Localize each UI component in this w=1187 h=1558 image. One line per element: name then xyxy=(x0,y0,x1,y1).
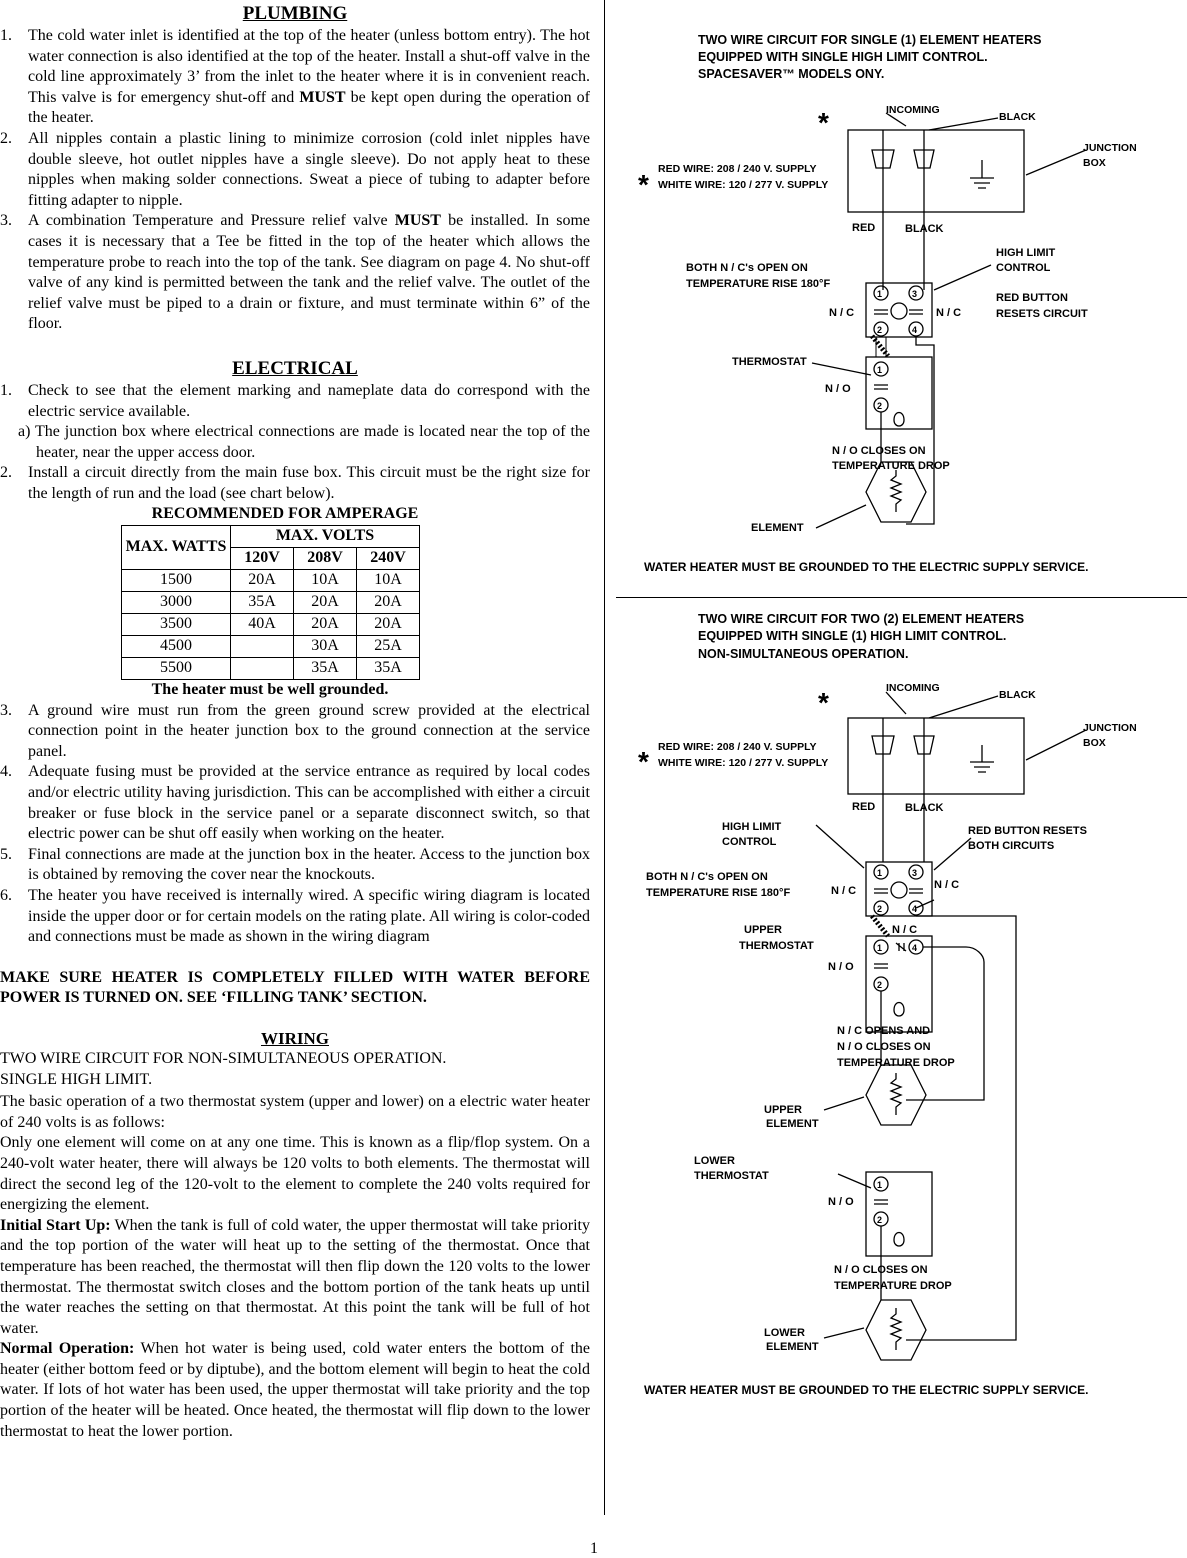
item-text: be kept open during the operation of the heater. xyxy=(28,88,590,127)
contact-icon xyxy=(874,889,923,893)
list-item xyxy=(0,26,590,129)
item-text: The heater you have received is internally wired. A specific wiring diagram is located inside the upper door or for certain models on the rating plate. All wiring is color-coded and connections must be made as shown in the wiring diagram xyxy=(28,887,590,946)
diagram-2-svg xyxy=(616,600,1187,1410)
para-text: When the tank is full of cold water, the upper thermostat will take priority and the top portion of the water will heat up to the setting of the thermostat. Once that temperature has been reached, the thermostat will then flip down the 120 volts to the lower thermostat. The thermostat switch closes and the bottom portion of the tank heats up until the water reaches the setting on that thermostat. At this point the tank will be full of hot water. xyxy=(0,1216,590,1337)
amperage-table xyxy=(121,525,420,680)
label: BLACK xyxy=(905,223,944,235)
page-number: 1 xyxy=(590,1540,598,1557)
terminal-label: 1 xyxy=(877,868,883,878)
wiring-diagram-two-element xyxy=(616,600,1187,1410)
item-bold: MUST xyxy=(299,88,346,106)
terminal-label: 1 xyxy=(877,943,883,953)
item-text: Adequate fusing must be provided at the service entrance as required by local codes and/or electric utility having jurisdiction. This can be accomplished with either a circuit breaker or fuse block in the service panel or a separate disconnect switch, so that electric power can be shut off easily when working on the heater. xyxy=(28,763,590,843)
leader-line xyxy=(929,118,998,130)
label: INCOMING xyxy=(886,104,940,116)
list-item xyxy=(0,381,590,422)
thermostat-bulb-icon xyxy=(894,1233,904,1247)
list-item xyxy=(0,463,590,504)
label: N / O CLOSES ON xyxy=(834,1264,928,1276)
label: N / C xyxy=(934,879,960,891)
para-text: When hot water is being used, cold water enters the bottom of the heater (either bottom feed or by diptube), and the bottom element will begin to heat the cold water. If lots of hot water has been used, the upper thermostat will take priority and the top portion of the heater will be heated. Once heated, the thermostat will flip down to the lower thermostat to heat the lower portion. xyxy=(0,1340,590,1440)
leader-line xyxy=(1026,730,1086,760)
label: BOX xyxy=(1083,737,1106,749)
label: JUNCTION xyxy=(1083,142,1137,154)
ground-warning: WATER HEATER MUST BE GROUNDED TO THE ELECTRIC SUPPLY SERVICE. xyxy=(644,560,1089,574)
leader-line xyxy=(824,1097,864,1110)
reset-button-icon xyxy=(891,303,907,319)
item-text: All nipples contain a plastic lining to minimize corrosion (cold inlet nipples have double sleeve, hot outlet nipples have a single sleeve). Do not apply heat to these nipples when making solder connections. Sweat a piece of tubing to adapter before fitting adapter to nipple. xyxy=(28,129,590,209)
item-number: 2. xyxy=(0,129,12,147)
leader-line xyxy=(812,363,871,375)
item-text: A ground wire must run from the green ground screw provided at the electrical connection point in the heater junction box to the ground connection at the service panel. xyxy=(28,701,590,760)
label: BOTH N / C's OPEN ON xyxy=(686,262,808,274)
label: RESETS CIRCUIT xyxy=(996,308,1088,320)
contact-icon xyxy=(874,385,888,389)
label: N / O xyxy=(828,1196,854,1208)
item-text: Final connections are made at the junction box in the heater. Access to the junction box is obtained by removing the cover near the knockouts. xyxy=(28,845,590,884)
table-header: 208V xyxy=(294,548,357,570)
wiring-para-1: The basic operation of a two thermostat system (upper and lower) on a electric water heater of 240 volts is as follows: xyxy=(0,1093,590,1131)
item-number: 1. xyxy=(0,27,12,44)
table-cell: 35A xyxy=(231,592,294,614)
table-header-watts: MAX. WATTS xyxy=(122,526,231,570)
terminal-label: 1 xyxy=(877,365,883,375)
label: N / O CLOSES ON xyxy=(837,1041,931,1053)
label: N / C OPENS AND xyxy=(837,1025,931,1037)
wiring-para-4 xyxy=(0,1339,590,1442)
diagram-title: NON-SIMULTANEOUS OPERATION. xyxy=(698,647,909,661)
item-number: 3. xyxy=(0,212,12,230)
contact-icon xyxy=(874,310,923,314)
leader-line xyxy=(816,505,866,528)
item-number: 6. xyxy=(0,887,12,904)
thermostat-bulb-icon xyxy=(894,1003,904,1017)
leader-line xyxy=(824,1328,864,1338)
terminal-label: 4 xyxy=(912,943,918,953)
asterisk-icon: * xyxy=(638,169,649,200)
leader-line xyxy=(934,838,971,870)
label: RED xyxy=(852,222,876,234)
label: UPPER xyxy=(764,1104,802,1116)
junction-box-shape xyxy=(848,718,1024,794)
table-cell: 35A xyxy=(357,658,420,680)
electrical-list-3 xyxy=(0,701,590,948)
label: TEMPERATURE DROP xyxy=(834,1280,952,1292)
left-column xyxy=(0,0,590,1442)
table-caption: The heater must be well grounded. xyxy=(151,681,389,699)
label: BOTH N / C's OPEN ON xyxy=(646,871,768,883)
label: ELEMENT xyxy=(766,1341,819,1353)
label: LOWER xyxy=(764,1327,805,1339)
leader-line xyxy=(1026,150,1086,175)
item-text: A combination Temperature and Pressure relief valve xyxy=(28,212,395,230)
table-header: 240V xyxy=(357,548,420,570)
label: BLACK xyxy=(999,689,1036,701)
label: THERMOSTAT xyxy=(732,356,807,368)
label: THERMOSTAT xyxy=(739,940,814,952)
table-cell: 3000 xyxy=(122,592,231,614)
thermostat-box xyxy=(866,357,932,429)
label: RED WIRE: 208 / 240 V. SUPPLY xyxy=(658,741,817,753)
heating-element-icon xyxy=(891,1308,901,1350)
table-cell: 20A xyxy=(294,592,357,614)
label: N / O CLOSES ON xyxy=(832,445,926,457)
reset-button-icon xyxy=(891,882,907,898)
label: CONTROL xyxy=(722,836,777,848)
terminal-label: 2 xyxy=(877,325,883,335)
junction-box-shape xyxy=(848,130,1024,212)
ground-icon xyxy=(970,745,994,772)
label: BOX xyxy=(1083,157,1106,169)
label: WHITE WIRE: 120 / 277 V. SUPPLY xyxy=(658,179,829,191)
item-text: be installed. In some cases it is necessary that a Tee be fitted in the top of the heater which allows the temperature probe to reach into the top of the tank. See diagram on page 4. No shut-off valve of any kind is permitted between the tank and the relief valve. The outlet of the relief valve must be piped to a drain or fixture, and must terminate within 6” of the floor. xyxy=(28,212,591,333)
item-text: Install a circuit directly from the main fuse box. This circuit must be the right size for the length of run and the load (see chart below). xyxy=(28,464,590,502)
table-cell: 25A xyxy=(357,636,420,658)
label: TEMPERATURE RISE 180°F xyxy=(686,278,831,290)
label: TEMPERATURE RISE 180°F xyxy=(646,887,791,899)
table-cell: 40A xyxy=(231,614,294,636)
terminal-label: 1 xyxy=(877,1180,883,1190)
asterisk-icon: * xyxy=(638,746,649,777)
table-cell: 30A xyxy=(294,636,357,658)
label: HIGH LIMIT xyxy=(996,247,1056,259)
terminal-label: 2 xyxy=(877,1215,883,1225)
list-item xyxy=(0,845,590,886)
label: LOWER xyxy=(694,1155,735,1167)
table-row xyxy=(122,570,420,592)
label: RED WIRE: 208 / 240 V. SUPPLY xyxy=(658,163,817,175)
leader-line xyxy=(929,696,998,718)
label: INCOMING xyxy=(886,682,940,694)
heating-element-icon xyxy=(891,470,901,512)
table-cell xyxy=(231,658,294,680)
electrical-list xyxy=(0,381,590,422)
leader-line xyxy=(934,265,991,290)
item-text: The cold water inlet is identified at the top of the heater (unless bottom entry). The hot water connection is also identified at the top of the heater. Install a shut-off valve in the cold line approximately 3’ from the inlet to the heater where it is in convenient reach. This valve is for emergency shut-off and xyxy=(28,27,590,106)
diagram-title: SPACESAVER™ MODELS ONY. xyxy=(698,67,885,81)
thermostat-bulb-icon xyxy=(894,413,904,427)
contact-icon xyxy=(874,1200,888,1204)
diagram-1-svg xyxy=(616,0,1187,590)
leader-line xyxy=(886,692,906,714)
terminal-label: 3 xyxy=(912,868,918,878)
label: N / O xyxy=(825,383,851,395)
wiring-diagram-single-element xyxy=(616,0,1187,590)
table-cell: 10A xyxy=(294,570,357,592)
label: N / O xyxy=(828,961,854,973)
label: THERMOSTAT xyxy=(694,1170,769,1182)
diagram-title: TWO WIRE CIRCUIT FOR SINGLE (1) ELEMENT HEATERS xyxy=(698,33,1042,47)
terminal-label: 2 xyxy=(877,980,883,990)
wiring-para-2: Only one element will come on at any one time. This is known as a flip/flop system. On a 240-volt water heater, there will always be 120 volts to both elements. The thermostat will direct the second leg of the 120-volt to the element to complete the 240 volts required for energizing the element. xyxy=(0,1134,590,1214)
table-cell: 20A xyxy=(231,570,294,592)
label: UPPER xyxy=(744,924,782,936)
label: JUNCTION xyxy=(1083,722,1137,734)
table-cell: 1500 xyxy=(122,570,231,592)
asterisk-icon: * xyxy=(818,687,829,718)
terminal-label: 4 xyxy=(912,904,918,914)
wire xyxy=(883,718,924,794)
wiring-heading: WIRING xyxy=(260,1028,329,1048)
table-row xyxy=(122,592,420,614)
table-cell: 20A xyxy=(357,592,420,614)
plumbing-heading: PLUMBING xyxy=(242,3,348,24)
label: TEMPERATURE DROP xyxy=(832,460,950,472)
wiring-line-2: SINGLE HIGH LIMIT. xyxy=(0,1070,153,1088)
electrical-heading: ELECTRICAL xyxy=(232,357,358,379)
list-item xyxy=(0,762,590,844)
link-bar xyxy=(872,916,888,936)
table-cell: 20A xyxy=(294,614,357,636)
label: N / C xyxy=(831,885,857,897)
label: TEMPERATURE DROP xyxy=(837,1057,955,1069)
label: RED xyxy=(852,801,876,813)
para-label: Normal Operation: xyxy=(0,1340,135,1358)
sub-item: a) The junction box where electrical connections are made is located near the top of the heater, near the upper access door. xyxy=(18,423,590,461)
diagram-title: EQUIPPED WITH SINGLE (1) HIGH LIMIT CONTROL. xyxy=(698,629,1007,643)
para-label: Initial Start Up: xyxy=(0,1216,111,1234)
terminal-label: 2 xyxy=(877,904,883,914)
table-header: 120V xyxy=(231,548,294,570)
table-cell: 5500 xyxy=(122,658,231,680)
label: BOTH CIRCUITS xyxy=(968,840,1055,852)
terminal-label: 1 xyxy=(877,289,883,299)
item-number: 5. xyxy=(0,845,12,863)
item-text: Check to see that the element marking and nameplate data do correspond with the electric service available. xyxy=(28,381,590,420)
ground-warning: WATER HEATER MUST BE GROUNDED TO THE ELECTRIC SUPPLY SERVICE. xyxy=(644,1383,1089,1397)
label: WHITE WIRE: 120 / 277 V. SUPPLY xyxy=(658,757,829,769)
fill-warning: MAKE SURE HEATER IS COMPLETELY FILLED WITH WATER BEFORE POWER IS TURNED ON. SEE ‘FILLING TANK’ SECTION. xyxy=(0,968,590,1007)
list-item xyxy=(0,129,590,211)
item-number: 2. xyxy=(0,464,12,482)
table-row xyxy=(122,658,420,680)
terminal-label: 3 xyxy=(912,289,918,299)
ground-icon xyxy=(970,160,994,188)
wiring-line-1: TWO WIRE CIRCUIT FOR NON-SIMULTANEOUS OPERATION. xyxy=(0,1049,447,1067)
list-item xyxy=(0,886,590,948)
asterisk-icon: * xyxy=(818,107,829,138)
label: BLACK xyxy=(999,111,1036,123)
label: N / C xyxy=(829,307,855,319)
label: N / C xyxy=(892,924,918,936)
table-header-volts: MAX. VOLTS xyxy=(231,526,420,548)
list-item xyxy=(0,701,590,763)
diagram-title: EQUIPPED WITH SINGLE HIGH LIMIT CONTROL. xyxy=(698,50,988,64)
table-cell: 4500 xyxy=(122,636,231,658)
label: RED BUTTON xyxy=(996,292,1068,304)
list-item xyxy=(0,211,590,335)
electrical-list-2 xyxy=(0,463,590,504)
item-number: 4. xyxy=(0,763,12,781)
table-cell xyxy=(231,636,294,658)
table-cell: 10A xyxy=(357,570,420,592)
label: HIGH LIMIT xyxy=(722,821,782,833)
table-row xyxy=(122,614,420,636)
terminal-label: 2 xyxy=(877,401,883,411)
label: ELEMENT xyxy=(751,522,804,534)
wiring-para-3 xyxy=(0,1216,590,1340)
column-divider xyxy=(604,0,605,1515)
wire xyxy=(906,337,934,524)
label: N / C xyxy=(936,307,962,319)
table-cell: 3500 xyxy=(122,614,231,636)
table-cell: 20A xyxy=(357,614,420,636)
plumbing-list xyxy=(0,26,590,335)
diagram-title: TWO WIRE CIRCUIT FOR TWO (2) ELEMENT HEATERS xyxy=(698,612,1025,626)
label: CONTROL xyxy=(996,262,1051,274)
table-row xyxy=(122,636,420,658)
heating-element-icon xyxy=(891,1073,901,1115)
item-number: 1. xyxy=(0,381,12,399)
label: BLACK xyxy=(905,802,944,814)
leader-line xyxy=(816,825,864,868)
amperage-table-title: RECOMMENDED FOR AMPERAGE xyxy=(151,505,419,523)
label: ELEMENT xyxy=(766,1118,819,1130)
item-number: 3. xyxy=(0,701,12,719)
diagram-divider xyxy=(616,597,1187,598)
item-bold: MUST xyxy=(394,212,441,230)
table-cell: 35A xyxy=(294,658,357,680)
label: RED BUTTON RESETS xyxy=(968,825,1087,837)
terminal-label: 4 xyxy=(912,325,918,335)
